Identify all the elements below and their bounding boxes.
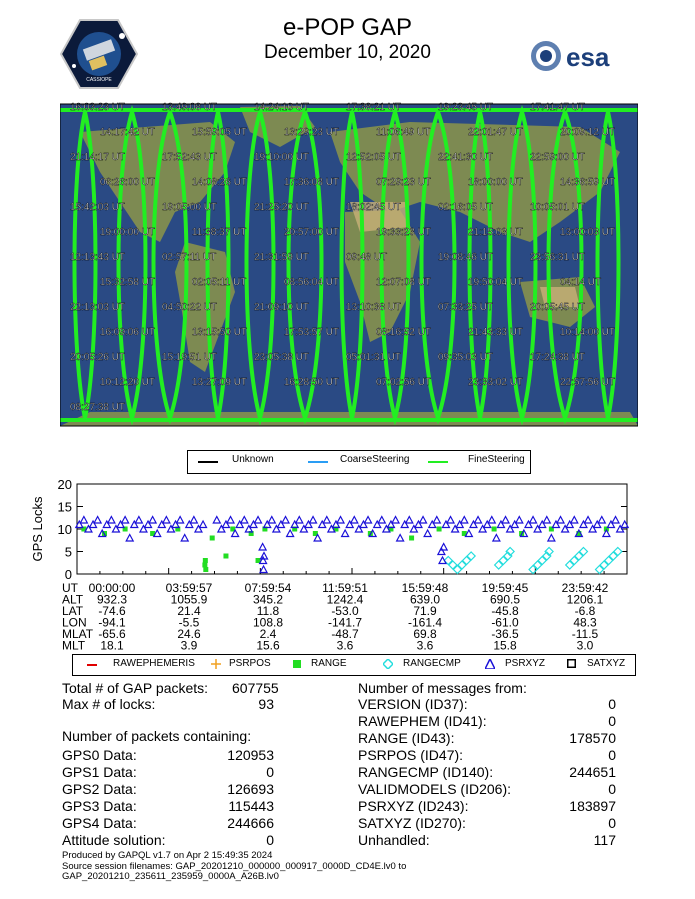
packets-row-label: GPS4 Data: bbox=[62, 815, 137, 831]
track-time-label: 19:08:46 UT bbox=[438, 252, 494, 263]
messages-row-value: 117 bbox=[593, 832, 616, 848]
track-time-label: 22:13:03 UT bbox=[70, 302, 126, 313]
message-legend bbox=[72, 654, 636, 676]
track-time-label: 12:13:43 UT bbox=[70, 252, 126, 263]
y-tick-label: 20 bbox=[57, 477, 72, 492]
track-time-label: 21:43:33 UT bbox=[468, 327, 524, 338]
table-cell: -45.8 bbox=[491, 604, 519, 618]
table-cell: 345.2 bbox=[252, 592, 284, 607]
legend-range-label: RANGE bbox=[311, 658, 347, 669]
table-row-label: MLAT bbox=[62, 627, 94, 641]
track-time-label: 22:59:00 UT bbox=[530, 152, 586, 163]
track-time-label: 07:33:25 UT bbox=[438, 302, 494, 313]
y-axis-label: GPS Locks bbox=[30, 496, 45, 562]
table-row-label: MLT bbox=[62, 638, 86, 653]
track-time-label: 13:29:23 UT bbox=[284, 127, 340, 138]
data-point-range bbox=[437, 527, 442, 532]
legend-satxyz-label: SATXYZ bbox=[587, 658, 626, 669]
messages-row-label: RANGECMP (ID140): bbox=[358, 764, 494, 780]
footer-source-files-end: GAP_20201210_235611_235959_0000A_A26B.lv0 bbox=[62, 871, 279, 882]
track-time-label: 09:48 UT bbox=[346, 252, 388, 263]
table-cell: 2.4 bbox=[259, 627, 277, 641]
table-cell: 108.8 bbox=[252, 615, 284, 630]
messages-row-label: SATXYZ (ID270): bbox=[358, 815, 466, 831]
messages-row-label: VALIDMODELS (ID206): bbox=[358, 781, 512, 797]
track-time-label: 19:50:04 UT bbox=[468, 277, 524, 288]
legend-psrpos-label: PSRPOS bbox=[229, 658, 271, 669]
packets-row-label: GPS3 Data: bbox=[62, 798, 137, 814]
track-time-label: 08:27:38 UT bbox=[70, 402, 126, 413]
messages-row-label: RAWEPHEM (ID41): bbox=[358, 713, 487, 729]
track-time-label: 15:42:03 UT bbox=[70, 202, 126, 213]
packets-row-label: GPS1 Data: bbox=[62, 764, 137, 780]
track-time-label: 16:28:50 UT bbox=[284, 377, 340, 388]
track-time-label: 17:52:43 UT bbox=[162, 152, 218, 163]
messages-heading: Number of messages from: bbox=[358, 680, 527, 696]
legend-unknown-line bbox=[198, 461, 218, 463]
table-cell: -141.7 bbox=[327, 615, 363, 630]
y-tick-label: 0 bbox=[64, 567, 72, 582]
track-time-label: 14:24:10 UT bbox=[254, 102, 310, 113]
table-cell: -6.8 bbox=[574, 604, 596, 618]
table-cell: 1206.1 bbox=[566, 592, 604, 607]
track-time-label: 13:00:03 UT bbox=[560, 227, 616, 238]
track-time-label: 14:36:59 UT bbox=[560, 177, 616, 188]
legend-rawephemeris-label: RAWEPHEMERIS bbox=[113, 658, 195, 669]
data-point-range bbox=[203, 567, 208, 572]
table-row-label: LAT bbox=[62, 604, 84, 618]
packets-row-value: 120953 bbox=[227, 747, 274, 763]
total-packets-label: Total # of GAP packets: bbox=[62, 680, 209, 696]
statistics-panel bbox=[0, 676, 695, 846]
gps-locks-chart bbox=[0, 474, 695, 674]
table-cell: 19:59:45 bbox=[481, 581, 529, 595]
packets-row-label: GPS2 Data: bbox=[62, 781, 137, 797]
messages-row-label: PSRPOS (ID47): bbox=[358, 747, 464, 763]
track-time-label: 16:09:06 UT bbox=[100, 327, 156, 338]
packets-row-value: 0 bbox=[266, 832, 274, 848]
legend-coarse-line bbox=[308, 461, 328, 463]
table-cell: 3.6 bbox=[336, 638, 354, 653]
track-time-label: 20:05:45 UT bbox=[530, 302, 586, 313]
track-time-label: 02:05:11 UT bbox=[192, 277, 247, 288]
packets-row-value: 115443 bbox=[228, 798, 274, 814]
table-cell: 23:59:42 bbox=[561, 581, 609, 595]
messages-row-value: 0 bbox=[608, 815, 616, 831]
track-time-label: 11:38:37 UT bbox=[192, 227, 247, 238]
y-tick-label: 5 bbox=[64, 544, 72, 560]
world-map bbox=[60, 92, 638, 438]
track-time-label: 20:05:26 UT bbox=[70, 352, 126, 363]
track-time-label: 18:00:00 UT bbox=[468, 177, 524, 188]
track-time-label: 19:05:00 UT bbox=[162, 202, 218, 213]
legend-psrpos-marker bbox=[211, 659, 221, 669]
table-cell: 71.9 bbox=[413, 604, 437, 618]
legend-psrxyz-label: PSRXYZ bbox=[505, 658, 546, 669]
messages-row-value: 0 bbox=[608, 747, 616, 763]
footer bbox=[62, 851, 406, 883]
table-row-label: LON bbox=[62, 615, 87, 630]
total-packets-value: 607755 bbox=[232, 680, 279, 696]
messages-row-label: Unhandled: bbox=[358, 832, 430, 848]
table-cell: 1055.9 bbox=[170, 592, 208, 607]
data-point-range bbox=[492, 527, 497, 532]
table-cell: 1242.4 bbox=[326, 592, 364, 607]
y-tick-label: 15 bbox=[57, 499, 72, 515]
track-time-label: 06:26:00 UT bbox=[100, 177, 156, 188]
legend-satxyz-marker bbox=[567, 659, 576, 668]
track-time-label: 12:07:08 UT bbox=[376, 277, 432, 288]
messages-row-value: 0 bbox=[608, 713, 616, 729]
track-time-label: 21:25:20 UT bbox=[254, 202, 310, 213]
footer-produced-by: Produced by GAPQL v1.7 on Apr 2 15:49:35 2024 bbox=[62, 850, 273, 861]
table-cell: -61.0 bbox=[491, 615, 519, 630]
table-cell: 00:00:00 bbox=[88, 581, 136, 595]
track-time-label: 11:06:49 UT bbox=[376, 127, 431, 138]
track-time-label: 17:53:57 UT bbox=[284, 327, 340, 338]
track-time-label: 17:38:21 UT bbox=[346, 102, 402, 113]
track-time-label: 19:23:45 UT bbox=[438, 102, 494, 113]
track-time-label: 04:14 UT bbox=[560, 277, 602, 288]
packets-row-value: 0 bbox=[266, 764, 274, 780]
track-time-label: 05:01:31 UT bbox=[346, 352, 402, 363]
track-time-label: 13:49:08 UT bbox=[162, 102, 218, 113]
table-cell: 3.0 bbox=[576, 638, 594, 653]
legend-range-marker bbox=[293, 660, 301, 668]
table-cell: -11.5 bbox=[571, 627, 599, 641]
track-time-label: 07:02:56 UT bbox=[376, 377, 432, 388]
packets-row-value: 126693 bbox=[227, 781, 274, 797]
table-cell: -48.7 bbox=[331, 627, 359, 641]
packets-row-value: 244666 bbox=[227, 815, 274, 831]
track-time-label: 17:36:08 UT bbox=[284, 177, 340, 188]
table-cell: 69.8 bbox=[413, 627, 437, 641]
messages-row-value: 0 bbox=[608, 781, 616, 797]
table-cell: 15.6 bbox=[256, 638, 280, 653]
track-time-label: 08:56:04 UT bbox=[284, 277, 340, 288]
data-point-range bbox=[210, 536, 215, 541]
table-cell: -74.6 bbox=[98, 604, 126, 618]
track-time-label: 22:01:47 UT bbox=[468, 127, 524, 138]
mission-logo-text: CASSIOPE bbox=[86, 77, 112, 83]
track-time-label: 15:32:58 UT bbox=[100, 277, 156, 288]
track-time-label: 17:24:38 UT bbox=[530, 352, 586, 363]
track-time-label: 10:05:01 UT bbox=[530, 202, 586, 213]
track-time-label: 20:09:12 UT bbox=[560, 127, 616, 138]
table-cell: -5.5 bbox=[178, 615, 200, 630]
table-cell: 48.3 bbox=[573, 615, 597, 630]
track-time-label: 16:03:23 UT bbox=[70, 102, 126, 113]
table-cell: 07:59:54 bbox=[244, 581, 292, 595]
track-time-label: 23:33:02 UT bbox=[468, 377, 524, 388]
packets-row-label: Attitude solution: bbox=[62, 832, 166, 848]
track-time-label: 21:31:59 UT bbox=[254, 252, 310, 263]
track-time-label: 02:16:05 UT bbox=[438, 202, 494, 213]
legend-rangecmp-marker bbox=[383, 659, 393, 669]
table-cell: -94.1 bbox=[98, 615, 126, 630]
table-cell: 3.6 bbox=[416, 638, 434, 653]
data-point-range bbox=[409, 536, 414, 541]
messages-row-value: 183897 bbox=[569, 798, 616, 814]
track-time-label: 09:35:03 UT bbox=[438, 352, 494, 363]
messages-row-value: 0 bbox=[608, 696, 616, 712]
messages-row-label: VERSION (ID37): bbox=[358, 696, 468, 712]
track-time-label: 18:02:45 UT bbox=[346, 202, 402, 213]
table-cell: 639.0 bbox=[409, 592, 441, 607]
track-time-label: 10:14:00 UT bbox=[560, 327, 616, 338]
messages-row-value: 178570 bbox=[569, 730, 616, 746]
table-row-label: ALT bbox=[62, 592, 84, 607]
plot-frame bbox=[77, 484, 627, 574]
messages-row-value: 244651 bbox=[569, 764, 616, 780]
table-cell: 690.5 bbox=[489, 592, 521, 607]
track-time-label: 19:33:23 UT bbox=[376, 227, 432, 238]
mission-logo bbox=[60, 18, 138, 90]
track-time-label: 14:08:26 UT bbox=[192, 177, 248, 188]
legend-unknown-label: Unknown bbox=[232, 454, 274, 465]
table-cell: 15.8 bbox=[493, 638, 517, 653]
track-time-label: 13:10:38 UT bbox=[346, 302, 402, 313]
data-point-range bbox=[202, 563, 207, 568]
packets-containing-heading: Number of packets containing: bbox=[62, 728, 252, 744]
steering-legend bbox=[187, 450, 531, 474]
table-cell: 3.9 bbox=[180, 638, 198, 653]
track-time-label: 08:16:52 UT bbox=[376, 327, 432, 338]
track-time-label: 15:59:05 UT bbox=[192, 127, 248, 138]
table-cell: 932.3 bbox=[96, 592, 128, 607]
track-time-label: 21:14:17 UT bbox=[70, 152, 126, 163]
table-cell: 24.6 bbox=[177, 627, 201, 641]
table-cell: 15:59:48 bbox=[401, 581, 449, 595]
time-info-table bbox=[62, 581, 609, 653]
legend-psrxyz-marker bbox=[485, 659, 495, 669]
messages-row-label: PSRXYZ (ID243): bbox=[358, 798, 469, 814]
track-time-label: 21:09:10 UT bbox=[254, 302, 310, 313]
legend-fine-line bbox=[428, 461, 448, 463]
esa-logo-text: esa bbox=[566, 42, 610, 72]
track-time-label: 23:05:38 UT bbox=[254, 352, 310, 363]
legend-rangecmp-label: RANGECMP bbox=[403, 658, 461, 669]
track-time-label: 20:57:00 UT bbox=[284, 227, 340, 238]
table-cell: -161.4 bbox=[407, 615, 443, 630]
page-date: December 10, 2020 bbox=[264, 42, 431, 63]
track-time-label: 14:17:42 UT bbox=[100, 127, 156, 138]
track-time-label: 07:29:23 UT bbox=[376, 177, 432, 188]
track-time-label: 04:50:22 UT bbox=[162, 302, 218, 313]
table-cell: 21.4 bbox=[177, 604, 201, 618]
track-time-label: 10:12:20 UT bbox=[100, 377, 156, 388]
packets-row-label: GPS0 Data: bbox=[62, 747, 137, 763]
esa-logo bbox=[528, 36, 638, 76]
track-time-label: 02:57:11 UT bbox=[162, 252, 217, 263]
y-tick-label: 10 bbox=[57, 522, 72, 537]
legend-coarse-label: CoarseSteering bbox=[340, 454, 410, 465]
track-time-label: 21:15:03 UT bbox=[468, 227, 524, 238]
track-time-label: 12:52:05 UT bbox=[346, 152, 402, 163]
table-cell: -36.5 bbox=[491, 627, 519, 641]
track-time-label: 19:00:00 UT bbox=[100, 227, 156, 238]
track-time-label: 19:10:00 UT bbox=[254, 152, 310, 163]
legend-rawephemeris-marker bbox=[87, 664, 97, 666]
page-title: e-POP GAP bbox=[283, 14, 412, 41]
table-cell: 18.1 bbox=[100, 638, 124, 653]
table-cell: -65.6 bbox=[98, 627, 126, 641]
world-map-panel bbox=[60, 92, 638, 438]
track-time-label: 13:27:09 UT bbox=[192, 377, 248, 388]
max-locks-label: Max # of locks: bbox=[62, 696, 156, 712]
table-cell: 11.8 bbox=[256, 604, 280, 618]
track-time-label: 22:57:56 UT bbox=[560, 377, 616, 388]
messages-row-label: RANGE (ID43): bbox=[358, 730, 455, 746]
table-cell: 03:59:57 bbox=[165, 581, 213, 595]
table-cell: 11:59:51 bbox=[322, 581, 368, 595]
data-point-range bbox=[223, 554, 228, 559]
table-cell: -53.0 bbox=[331, 604, 359, 618]
legend-fine-label: FineSteering bbox=[468, 454, 525, 465]
data-point-range bbox=[203, 558, 208, 563]
max-locks-value: 93 bbox=[258, 696, 274, 712]
track-time-label: 17:41:47 UT bbox=[530, 102, 586, 113]
table-row-label: UT bbox=[62, 581, 78, 595]
track-time-label: 15:19:51 UT bbox=[162, 352, 218, 363]
footer-source-files: Source session filenames: GAP_20201210_000000_000917_0000D_CD4E.lv0 to bbox=[62, 860, 407, 872]
track-time-label: 23:56:31 UT bbox=[530, 252, 586, 263]
track-time-label: 22:41:30 UT bbox=[438, 152, 494, 163]
track-time-label: 13:15:50 UT bbox=[192, 327, 248, 338]
